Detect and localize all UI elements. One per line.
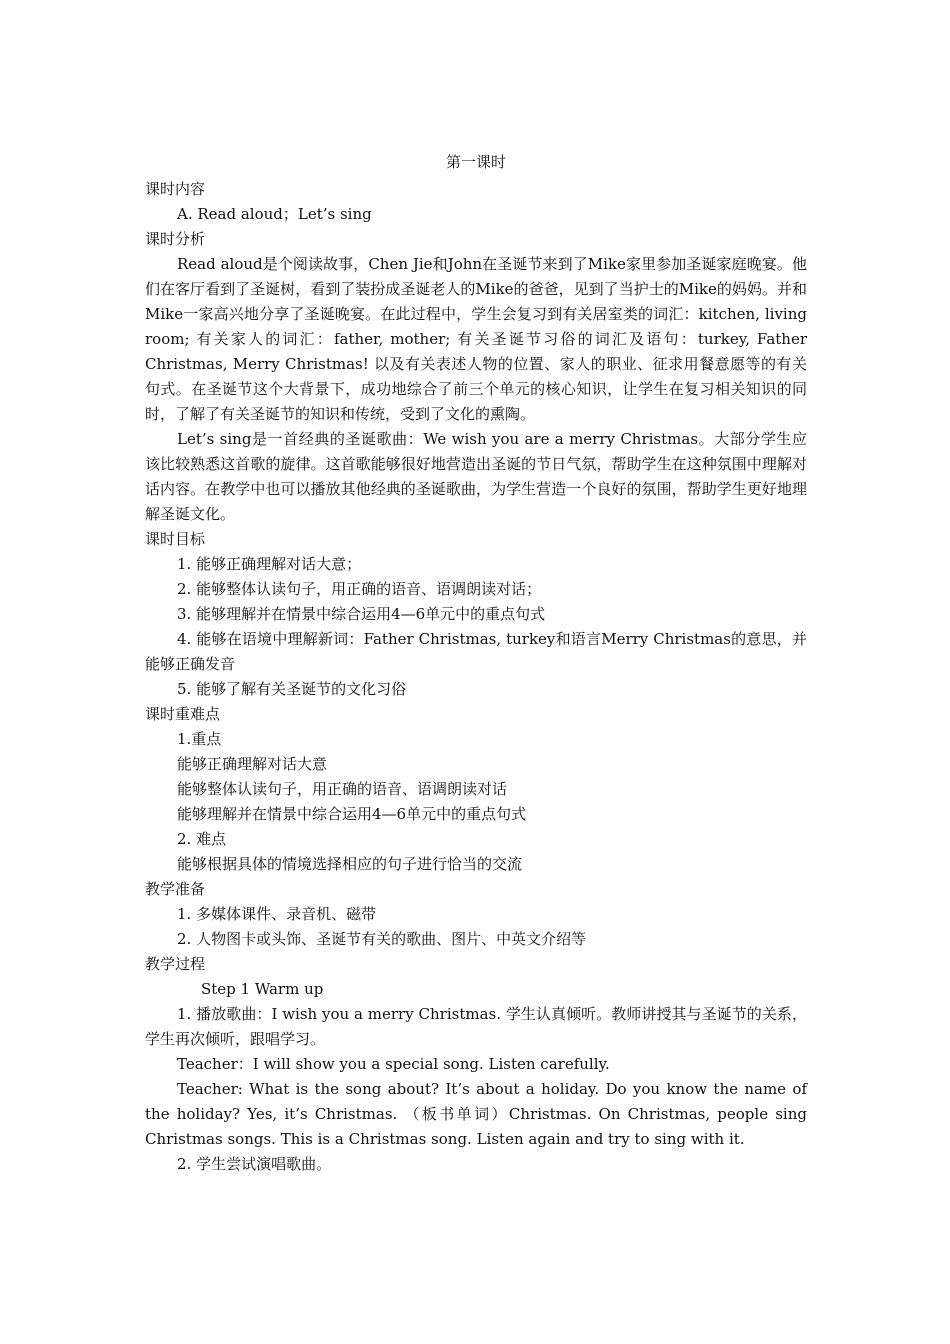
step-label: Step 1 Warm up <box>201 980 324 998</box>
goal-item: 4. 能够在语境中理解新词：Father Christmas, turkey和语言Merry Christmas的意思，并能够正确发音 <box>145 630 807 673</box>
analysis-paragraph-1: Read aloud是个阅读故事，Chen Jie和John在圣诞节来到了Mike家里参加圣诞家庭晚宴。他们在客厅看到了圣诞树，看到了装扮成圣诞老人的Mike的爸爸，见到了当护士的Mike的妈妈。并和Mike一家高兴地分享了圣诞晚宴。在此过程中，学生会复习到有关居室类的词汇：kitchen, living room; 有关家人的词汇：father, mother; 有关圣诞节习俗的词汇及语句：turkey, Father Christmas, Merry Christmas! 以及有关表述人物的位置、家人的职业、征求用餐意愿等的有关句式。在圣诞节这个大背景下，成功地综合了前三个单元的核心知识，让学生在复习相关知识的同时，了解了有关圣诞节的知识和传统，受到了文化的熏陶。 <box>145 255 807 423</box>
section-heading-prep: 教学准备 <box>145 880 206 898</box>
goal-item: 5. 能够了解有关圣诞节的文化习俗 <box>177 680 407 698</box>
goal-item: 2. 能够整体认读句子，用正确的语音、语调朗读对话； <box>177 580 542 598</box>
lesson-title: 第一课时 <box>445 153 506 171</box>
section-heading-content: 课时内容 <box>145 180 206 198</box>
goal-item: 1. 能够正确理解对话大意； <box>177 555 362 573</box>
goal-item: 3. 能够理解并在情景中综合运用4—6单元中的重点句式 <box>177 605 546 623</box>
difficulty-item: 能够根据具体的情境选择相应的句子进行恰当的交流 <box>177 855 523 873</box>
key-label: 1.重点 <box>177 730 222 748</box>
section-heading-analysis: 课时分析 <box>145 230 206 248</box>
key-item: 能够理解并在情景中综合运用4—6单元中的重点句式 <box>177 805 527 823</box>
process-paragraph-2: Teacher：I will show you a special song. Listen carefully. <box>177 1055 610 1073</box>
section-heading-process: 教学过程 <box>145 955 206 973</box>
process-paragraph-4: 2. 学生尝试演唱歌曲。 <box>177 1155 332 1173</box>
section-heading-keypoints: 课时重难点 <box>145 705 221 723</box>
analysis-paragraph-2: Let’s sing是一首经典的圣诞歌曲：We wish you are a merry Christmas。大部分学生应该比较熟悉这首歌的旋律。这首歌能够很好地营造出圣诞的节日气氛，帮助学生在这种氛围中理解对话内容。在教学中也可以播放其他经典的圣诞歌曲，为学生营造一个良好的氛围，帮助学生更好地理解圣诞文化。 <box>145 430 807 523</box>
content-line: A. Read aloud；Let’s sing <box>177 205 372 223</box>
prep-item: 1. 多媒体课件、录音机、磁带 <box>177 905 377 923</box>
section-heading-goals: 课时目标 <box>145 530 206 548</box>
prep-item: 2. 人物图卡或头饰、圣诞节有关的歌曲、图片、中英文介绍等 <box>177 930 587 948</box>
difficulty-label: 2. 难点 <box>177 830 227 848</box>
key-item: 能够整体认读句子，用正确的语音、语调朗读对话 <box>177 780 508 798</box>
document-body <box>145 150 807 1177</box>
process-paragraph-3: Teacher: What is the song about? It’s about a holiday. Do you know the name of the holiday? Yes, it’s Christmas. （板书单词）Christmas. On Christmas, people sing Christmas songs. This is a Christmas song. Listen again and try to sing with it. <box>145 1080 807 1148</box>
process-paragraph-1: 1. 播放歌曲：I wish you a merry Christmas. 学生认真倾听。教师讲授其与圣诞节的关系，学生再次倾听，跟唱学习。 <box>145 1005 807 1048</box>
key-item: 能够正确理解对话大意 <box>177 755 328 773</box>
